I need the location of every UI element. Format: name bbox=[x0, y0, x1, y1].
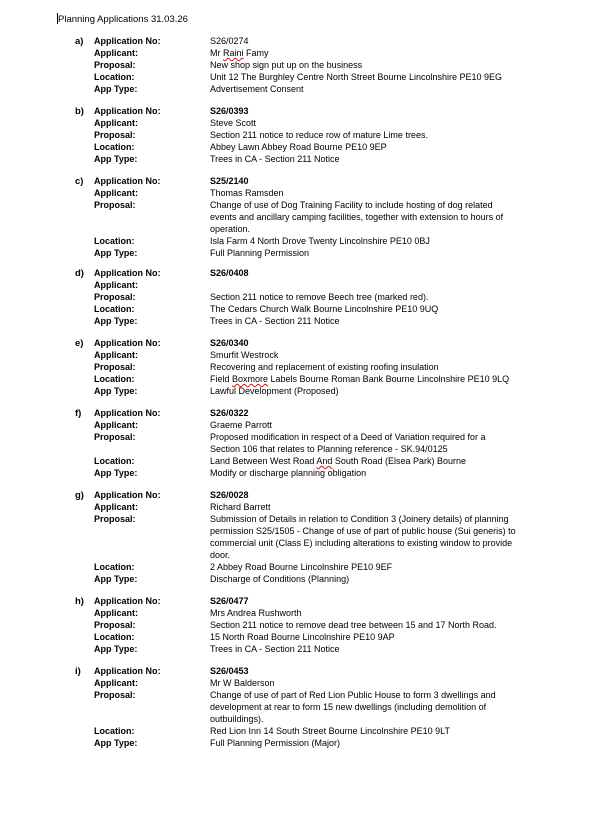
application-number: S26/0477 bbox=[210, 596, 249, 606]
label-location: Location: bbox=[94, 562, 135, 572]
label-proposal: Proposal: bbox=[94, 130, 136, 140]
label-application-no: Application No: bbox=[94, 596, 161, 606]
applicant-value: Richard Barrett bbox=[210, 502, 271, 512]
label-proposal: Proposal: bbox=[94, 200, 136, 210]
proposal-line: Section 211 notice to remove dead tree between 15 and 17 North Road. bbox=[210, 620, 497, 630]
location-value: Red Lion Inn 14 South Street Bourne Lincolnshire PE10 9LT bbox=[210, 726, 450, 736]
app-type-value: Advertisement Consent bbox=[210, 84, 304, 94]
label-app-type: App Type: bbox=[94, 84, 138, 94]
label-application-no: Application No: bbox=[94, 408, 161, 418]
proposal-line: Submission of Details in relation to Condition 3 (Joinery details) of planning bbox=[210, 514, 509, 524]
app-type-value: Full Planning Permission (Major) bbox=[210, 738, 341, 748]
label-proposal: Proposal: bbox=[94, 362, 136, 372]
proposal-line: development at rear to form 15 new dwellings (including demolition of bbox=[210, 702, 487, 712]
entry-letter: h) bbox=[75, 596, 84, 607]
proposal-line: New shop sign put up on the business bbox=[210, 60, 363, 70]
entry-letter: f) bbox=[75, 408, 82, 419]
label-applicant: Applicant: bbox=[94, 420, 138, 430]
document-title bbox=[57, 13, 188, 25]
label-application-no: Application No: bbox=[94, 666, 161, 676]
entry-letter: g) bbox=[75, 490, 84, 501]
label-app-type: App Type: bbox=[94, 248, 138, 258]
location-value: 2 Abbey Road Bourne Lincolnshire PE10 9EF bbox=[210, 562, 393, 572]
label-applicant: Applicant: bbox=[94, 188, 138, 198]
label-applicant: Applicant: bbox=[94, 678, 138, 688]
label-proposal: Proposal: bbox=[94, 60, 136, 70]
app-type-value: Trees in CA - Section 211 Notice bbox=[210, 644, 340, 654]
label-application-no: Application No: bbox=[94, 36, 161, 46]
location-value: Abbey Lawn Abbey Road Bourne PE10 9EP bbox=[210, 142, 387, 152]
label-app-type: App Type: bbox=[94, 644, 138, 654]
label-app-type: App Type: bbox=[94, 154, 138, 164]
label-application-no: Application No: bbox=[94, 106, 161, 116]
label-application-no: Application No: bbox=[94, 176, 161, 186]
proposal-line: commercial unit (Class E) including alterations to existing window to provide bbox=[210, 538, 513, 548]
proposal-line: outbuildings). bbox=[210, 714, 264, 724]
label-application-no: Application No: bbox=[94, 490, 161, 500]
label-proposal: Proposal: bbox=[94, 690, 136, 700]
proposal-line: Section 211 notice to remove Beech tree (marked red). bbox=[210, 292, 429, 302]
applicant-value: Mr Raini Famy bbox=[210, 48, 269, 58]
location-value: Land Between West Road And South Road (Elsea Park) Bourne bbox=[210, 456, 466, 466]
label-location: Location: bbox=[94, 456, 135, 466]
location-value: 15 North Road Bourne Lincolnshire PE10 9AP bbox=[210, 632, 395, 642]
label-applicant: Applicant: bbox=[94, 502, 138, 512]
label-app-type: App Type: bbox=[94, 468, 138, 478]
entry-letter: e) bbox=[75, 338, 84, 349]
application-number: S26/0408 bbox=[210, 268, 249, 278]
label-location: Location: bbox=[94, 142, 135, 152]
label-applicant: Applicant: bbox=[94, 118, 138, 128]
label-proposal: Proposal: bbox=[94, 432, 136, 442]
proposal-line: Change of use of Dog Training Facility to include hosting of dog related bbox=[210, 200, 493, 210]
proposal-line: Section 211 notice to reduce row of mature Lime trees. bbox=[210, 130, 428, 140]
label-applicant: Applicant: bbox=[94, 350, 138, 360]
applicant-value: Mr W Balderson bbox=[210, 678, 275, 688]
application-number: S25/2140 bbox=[210, 176, 249, 186]
spellcheck-underline: And bbox=[316, 456, 333, 466]
label-application-no: Application No: bbox=[94, 338, 161, 348]
label-app-type: App Type: bbox=[94, 316, 138, 326]
location-value: Unit 12 The Burghley Centre North Street Bourne Lincolnshire PE10 9EG bbox=[210, 72, 502, 82]
entry-letter: c) bbox=[75, 176, 84, 187]
application-number: S26/0453 bbox=[210, 666, 249, 676]
label-applicant: Applicant: bbox=[94, 280, 138, 290]
applicant-value: Steve Scott bbox=[210, 118, 257, 128]
spellcheck-underline: Raini bbox=[223, 48, 244, 58]
entry-letter: d) bbox=[75, 268, 84, 279]
proposal-line: events and ancillary camping facilities, together with extension to hours of bbox=[210, 212, 504, 222]
applicant-value: Thomas Ramsden bbox=[210, 188, 284, 198]
app-type-value: Lawful Development (Proposed) bbox=[210, 386, 339, 396]
application-number: S26/0340 bbox=[210, 338, 249, 348]
proposal-line: Section 106 that relates to Planning reference - SK.94/0125 bbox=[210, 444, 448, 454]
location-value: Isla Farm 4 North Drove Twenty Lincolnshire PE10 0BJ bbox=[210, 236, 430, 246]
label-location: Location: bbox=[94, 726, 135, 736]
app-type-value: Modify or discharge planning obligation bbox=[210, 468, 367, 478]
entry-letter: b) bbox=[75, 106, 84, 117]
proposal-line: permission S25/1505 - Change of use of part of public house (Sui generis) to bbox=[210, 526, 516, 536]
label-location: Location: bbox=[94, 72, 135, 82]
label-applicant: Applicant: bbox=[94, 608, 138, 618]
proposal-line: Proposed modification in respect of a Deed of Variation required for a bbox=[210, 432, 486, 442]
entry-letter: i) bbox=[75, 666, 81, 677]
app-type-value: Full Planning Permission bbox=[210, 248, 310, 258]
location-value: The Cedars Church Walk Bourne Lincolnshire PE10 9UQ bbox=[210, 304, 439, 314]
label-proposal: Proposal: bbox=[94, 292, 136, 302]
label-location: Location: bbox=[94, 374, 135, 384]
label-location: Location: bbox=[94, 236, 135, 246]
entry-letter: a) bbox=[75, 36, 84, 47]
document-title-text: Planning Applications 31.03.26 bbox=[58, 14, 188, 25]
label-app-type: App Type: bbox=[94, 386, 138, 396]
label-proposal: Proposal: bbox=[94, 620, 136, 630]
applicant-value: Mrs Andrea Rushworth bbox=[210, 608, 302, 618]
app-type-value: Trees in CA - Section 211 Notice bbox=[210, 154, 340, 164]
proposal-line: door. bbox=[210, 550, 231, 560]
label-applicant: Applicant: bbox=[94, 48, 138, 58]
spellcheck-underline: Boxmore bbox=[232, 374, 269, 384]
application-number: S26/0274 bbox=[210, 36, 249, 46]
label-app-type: App Type: bbox=[94, 574, 138, 584]
label-location: Location: bbox=[94, 304, 135, 314]
label-app-type: App Type: bbox=[94, 738, 138, 748]
label-location: Location: bbox=[94, 632, 135, 642]
proposal-line: operation. bbox=[210, 224, 251, 234]
proposal-line: Recovering and replacement of existing roofing insulation bbox=[210, 362, 439, 372]
label-proposal: Proposal: bbox=[94, 514, 136, 524]
applicant-value: Smurfit Westrock bbox=[210, 350, 279, 360]
proposal-line: Change of use of part of Red Lion Public House to form 3 dwellings and bbox=[210, 690, 496, 700]
application-number: S26/0393 bbox=[210, 106, 249, 116]
application-number: S26/0322 bbox=[210, 408, 249, 418]
application-number: S26/0028 bbox=[210, 490, 249, 500]
location-value: Field Boxmore Labels Bourne Roman Bank Bourne Lincolnshire PE10 9LQ bbox=[210, 374, 510, 384]
app-type-value: Discharge of Conditions (Planning) bbox=[210, 574, 350, 584]
app-type-value: Trees in CA - Section 211 Notice bbox=[210, 316, 340, 326]
applicant-value: Graeme Parrott bbox=[210, 420, 273, 430]
label-application-no: Application No: bbox=[94, 268, 161, 278]
